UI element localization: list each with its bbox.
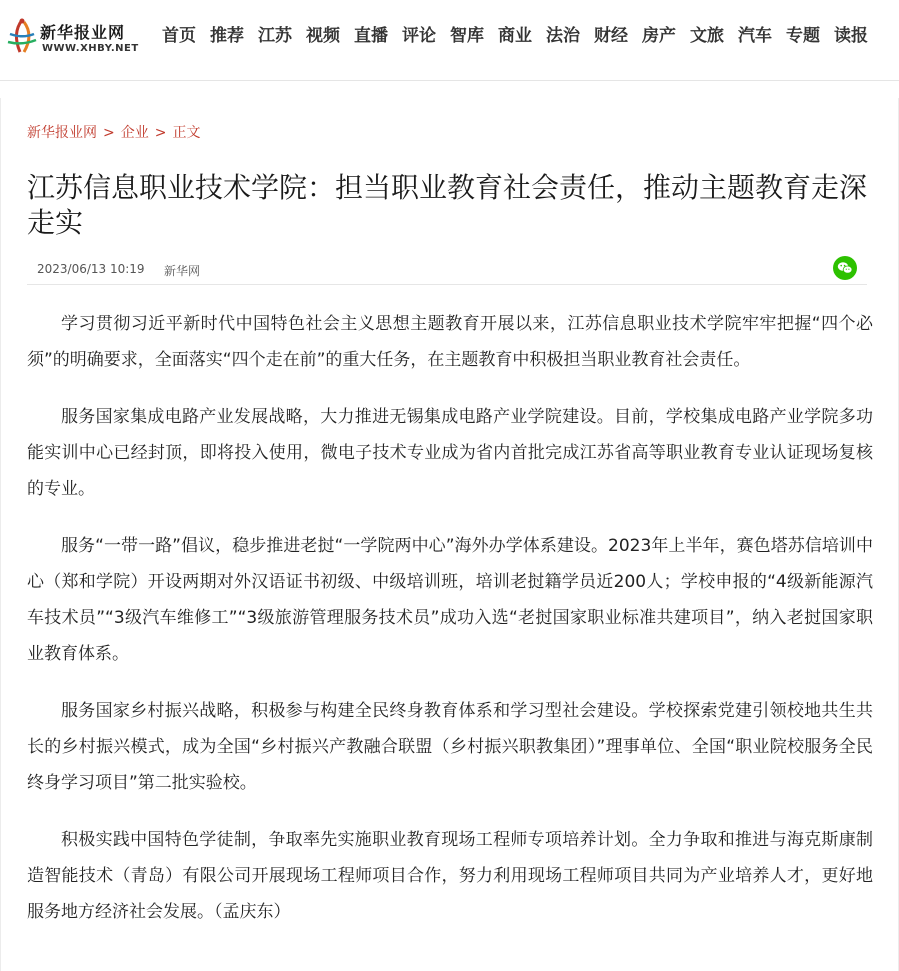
article-body xyxy=(27,306,873,951)
logo-icon xyxy=(4,16,40,56)
nav-item-realestate[interactable]: 房产 xyxy=(642,26,676,46)
article-paragraph: 服务国家乡村振兴战略，积极参与构建全民终身教育体系和学习型社会建设。学校探索党建引领校地共生共长的乡村振兴模式，成为全国“乡村振兴产教融合联盟（乡村振兴职教集团）”理事单位、全国“职业院校服务全民终身学习项目”第二批实验校。 xyxy=(27,701,873,793)
site-domain: WWW.XHBY.NET xyxy=(42,43,139,54)
nav-item-culture-travel[interactable]: 文旅 xyxy=(690,26,724,46)
main-nav xyxy=(162,23,868,49)
nav-item-home[interactable]: 首页 xyxy=(162,26,196,46)
article-paragraph: 学习贯彻习近平新时代中国特色社会主义思想主题教育开展以来，江苏信息职业技术学院牢牢把握“四个必须”的明确要求，全面落实“四个走在前”的重大任务，在主题教育中积极担当职业教育社会责任。 xyxy=(27,314,873,370)
publish-date: 2023/06/13 10:19 xyxy=(37,262,145,276)
nav-item-finance[interactable]: 财经 xyxy=(594,26,628,46)
article-container xyxy=(0,98,899,971)
nav-item-business[interactable]: 商业 xyxy=(498,26,532,46)
article-paragraph: 服务国家集成电路产业发展战略，大力推进无锡集成电路产业学院建设。目前，学校集成电路产业学院多功能实训中心已经封顶，即将投入使用，微电子技术专业成为省内首批完成江苏省高等职业教育专业认证现场复核的专业。 xyxy=(27,407,873,499)
nav-item-auto[interactable]: 汽车 xyxy=(738,26,772,46)
site-logo[interactable] xyxy=(4,14,154,60)
article-title: 江苏信息职业技术学院：担当职业教育社会责任，推动主题教育走深走实 xyxy=(27,171,868,239)
nav-item-live[interactable]: 直播 xyxy=(354,26,388,46)
site-name: 新华报业网 xyxy=(40,23,126,42)
article-source: 新华网 xyxy=(164,264,201,278)
nav-item-topics[interactable]: 专题 xyxy=(786,26,820,46)
nav-item-recommend[interactable]: 推荐 xyxy=(210,26,244,46)
article-paragraph: 积极实践中国特色学徒制，争取率先实施职业教育现场工程师专项培养计划。全力争取和推进与海克斯康制造智能技术（青岛）有限公司开展现场工程师项目合作，努力利用现场工程师项目共同为产业培养人才，更好地服务地方经济社会发展。（孟庆东） xyxy=(27,830,873,922)
breadcrumb-current[interactable]: 正文 xyxy=(172,125,201,141)
nav-item-comment[interactable]: 评论 xyxy=(402,26,436,46)
breadcrumb xyxy=(27,122,200,142)
nav-item-think-tank[interactable]: 智库 xyxy=(450,26,484,46)
breadcrumb-category[interactable]: 企业 xyxy=(120,125,149,141)
wechat-icon[interactable] xyxy=(833,256,857,280)
nav-item-jiangsu[interactable]: 江苏 xyxy=(258,26,292,46)
breadcrumb-separator: > xyxy=(154,125,167,141)
nav-item-law[interactable]: 法治 xyxy=(546,26,580,46)
nav-item-read-paper[interactable]: 读报 xyxy=(834,26,868,46)
breadcrumb-separator: > xyxy=(103,125,115,141)
breadcrumb-home[interactable]: 新华报业网 xyxy=(27,125,97,141)
site-header xyxy=(0,0,899,81)
nav-item-video[interactable]: 视频 xyxy=(306,26,340,46)
article-meta xyxy=(27,254,867,285)
article-paragraph: 服务“一带一路”倡议，稳步推进老挝“一学院两中心”海外办学体系建设。2023年上半年，赛色塔苏信培训中心（郑和学院）开设两期对外汉语证书初级、中级培训班，培训老挝籍学员近200人；学校申报的“4级新能源汽车技术员”“3级汽车维修工”“3级旅游管理服务技术员”成功入选“老挝国家职业标准共建项目”，纳入老挝国家职业教育体系。 xyxy=(27,536,873,664)
wechat-glyph-icon xyxy=(833,256,857,280)
